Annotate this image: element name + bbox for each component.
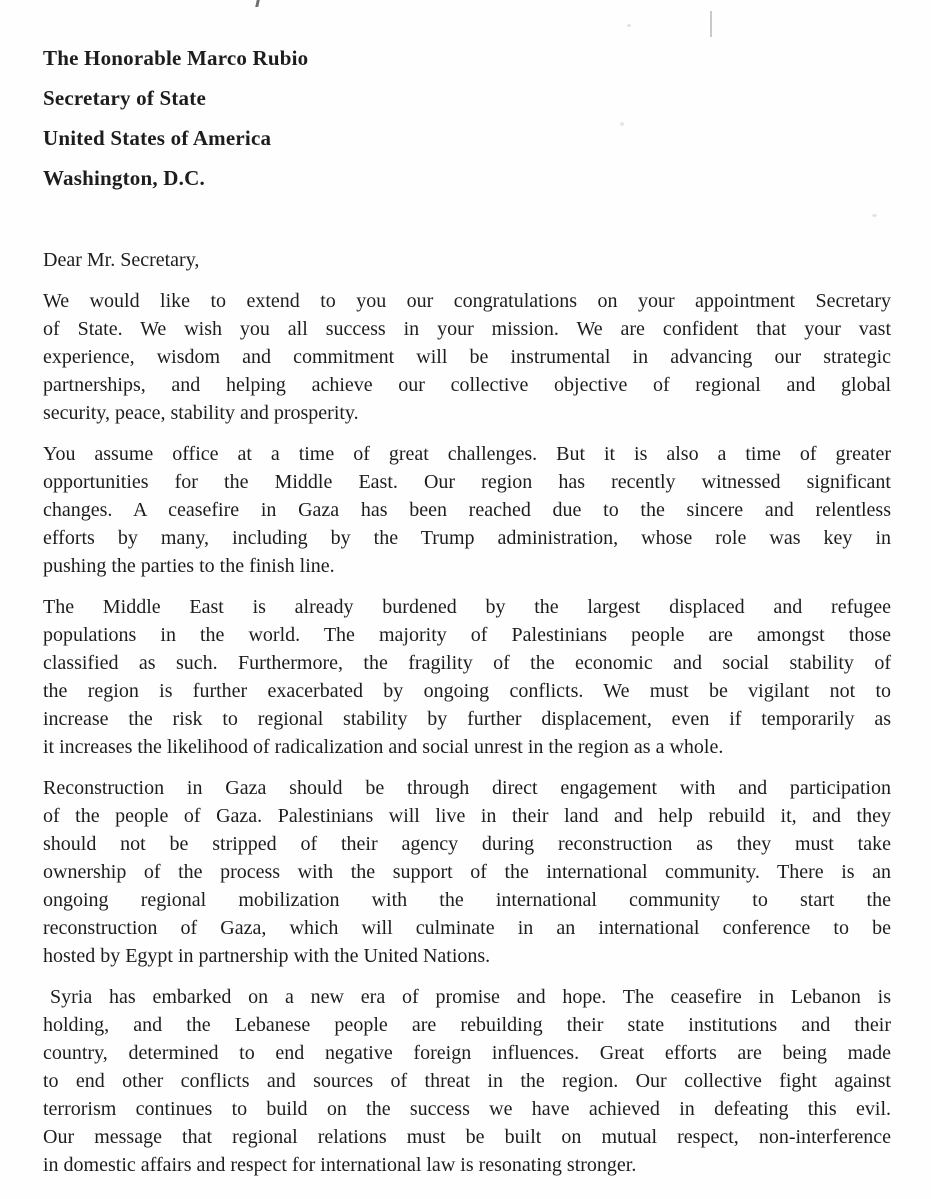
paragraph: [43, 983, 891, 1179]
recipient-title: Secretary of State: [43, 86, 206, 110]
text-line: terrorism continues to build on the success we have achieved in defeating this evil.: [43, 1098, 891, 1120]
text-line: increase the risk to regional stability by further displacement, even if temporarily as: [43, 708, 891, 730]
text-line: Our message that regional relations must be built on mutual respect, non-interference: [43, 1126, 891, 1148]
text-line: efforts by many, including by the Trump administration, whose role was key in: [43, 527, 891, 549]
text-line: experience, wisdom and commitment will be instrumental in advancing our strategic: [43, 346, 891, 368]
recipient-country: United States of America: [43, 126, 272, 150]
text-line: of the people of Gaza. Palestinians will live in their land and help rebuild it, and they: [43, 805, 891, 827]
text-line: should not be stripped of their agency during reconstruction as they must take: [43, 833, 891, 855]
text-line: opportunities for the Middle East. Our region has recently witnessed significant: [43, 471, 891, 493]
text-line: You assume office at a time of great challenges. But it is also a time of greater: [43, 443, 891, 465]
scan-artifact: [627, 24, 631, 27]
text-line: pushing the parties to the finish line.: [43, 555, 335, 577]
text-line: ongoing regional mobilization with the international community to start the: [43, 889, 891, 911]
text-line: security, peace, stability and prosperity.: [43, 402, 359, 424]
text-line: changes. A ceasefire in Gaza has been reached due to the sincere and relentless: [43, 499, 891, 521]
paragraph: [43, 774, 891, 970]
paragraph: [43, 287, 891, 427]
paragraph: [43, 440, 891, 580]
recipient-name: The Honorable Marco Rubio: [43, 46, 309, 70]
text-line: holding, and the Lebanese people are rebuilding their state institutions and their: [43, 1014, 891, 1036]
text-line: ownership of the process with the support of the international community. There is an: [43, 861, 891, 883]
text-line: it increases the likelihood of radicalization and social unrest in the region as a whole.: [43, 736, 724, 758]
letter-content: [43, 38, 891, 1179]
salutation: Dear Mr. Secretary,: [43, 249, 200, 271]
text-line: partnerships, and helping achieve our collective objective of regional and global: [43, 374, 891, 396]
recipient-city: Washington, D.C.: [43, 166, 205, 190]
scan-artifact: [710, 11, 712, 37]
text-line: classified as such. Furthermore, the fragility of the economic and social stability of: [43, 652, 891, 674]
scan-artifact: [255, 0, 259, 7]
text-line: We would like to extend to you our congratulations on your appointment Secretary: [43, 290, 891, 312]
text-line: Reconstruction in Gaza should be through direct engagement with and participation: [43, 777, 891, 799]
recipient-block: [43, 38, 891, 198]
text-line: The Middle East is already burdened by the largest displaced and refugee: [43, 596, 891, 618]
text-line: to end other conflicts and sources of threat in the region. Our collective fight against: [43, 1070, 891, 1092]
text-line: reconstruction of Gaza, which will culminate in an international conference to be: [43, 917, 891, 939]
text-line: in domestic affairs and respect for international law is resonating stronger.: [43, 1154, 637, 1176]
text-line: of State. We wish you all success in your mission. We are confident that your vast: [43, 318, 891, 340]
text-line: hosted by Egypt in partnership with the United Nations.: [43, 945, 491, 967]
text-line: country, determined to end negative foreign influences. Great efforts are being made: [43, 1042, 891, 1064]
text-line: populations in the world. The majority of Palestinians people are amongst those: [43, 624, 891, 646]
paragraph: [43, 593, 891, 761]
letter-body: [43, 287, 891, 1179]
text-line: the region is further exacerbated by ongoing conflicts. We must be vigilant not to: [43, 680, 891, 702]
text-line: Syria has embarked on a new era of promise and hope. The ceasefire in Lebanon is: [50, 986, 891, 1008]
